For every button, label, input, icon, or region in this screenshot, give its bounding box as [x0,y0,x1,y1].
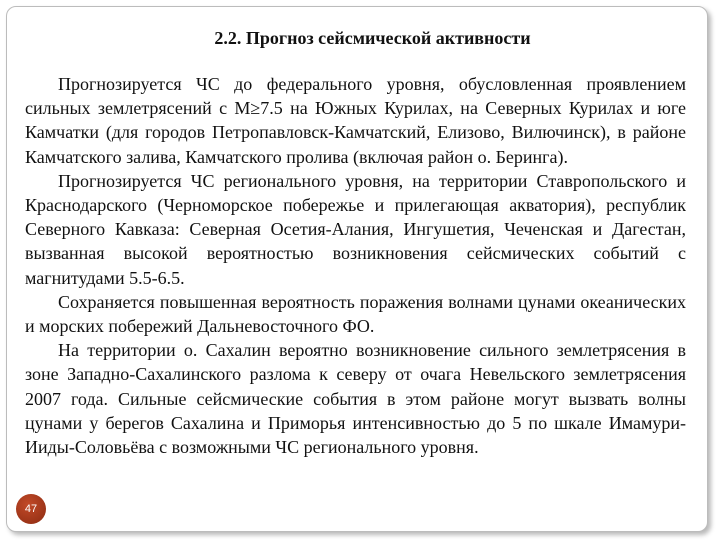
paragraph-sakhalin-forecast: На территории о. Сахалин вероятно возникновение сильного землетрясения в зоне Западно-Сахалинского разлома к северу от очага Невельского землетрясения 2007 года. Сильные сейсмические события в этом районе могут вызвать волны цунами у берегов Сахалина и Приморья интенсивностью до 5 по шкале Имамури-Ииды-Соловьёва с возможными ЧС регионального уровня. [25,340,686,458]
page-number: 47 [24,503,38,515]
paragraph-tsunami-risk: Сохраняется повышенная вероятность поражения волнами цунами океанических и морских побережий Дальневосточного ФО. [25,291,686,337]
page-number-badge [16,494,46,524]
paragraph-federal-forecast: Прогнозируется ЧС до федерального уровня, обусловленная проявлением сильных землетрясений с М≥7.5 на Южных Курилах, на Северных Курилах и юге Камчатки (для городов Петропавловск-Камчатский, Елизово, Вилючинск), в районе Камчатского залива, Камчатского пролива (включая район о. Беринга). [25,74,686,167]
slide-title: 2.2. Прогноз сейсмической активности [214,28,531,48]
slide-body [25,72,686,459]
paragraph-regional-forecast: Прогнозируется ЧС регионального уровня, на территории Ставропольского и Краснодарского (Черноморское побережье и прилегающая акватория), республик Северного Кавказа: Северная Осетия-Алания, Ингушетия, Чеченская и Дагестан, вызванная высокой вероятностью возникновения сейсмических событий с магнитудами 5.5-6.5. [25,170,686,288]
